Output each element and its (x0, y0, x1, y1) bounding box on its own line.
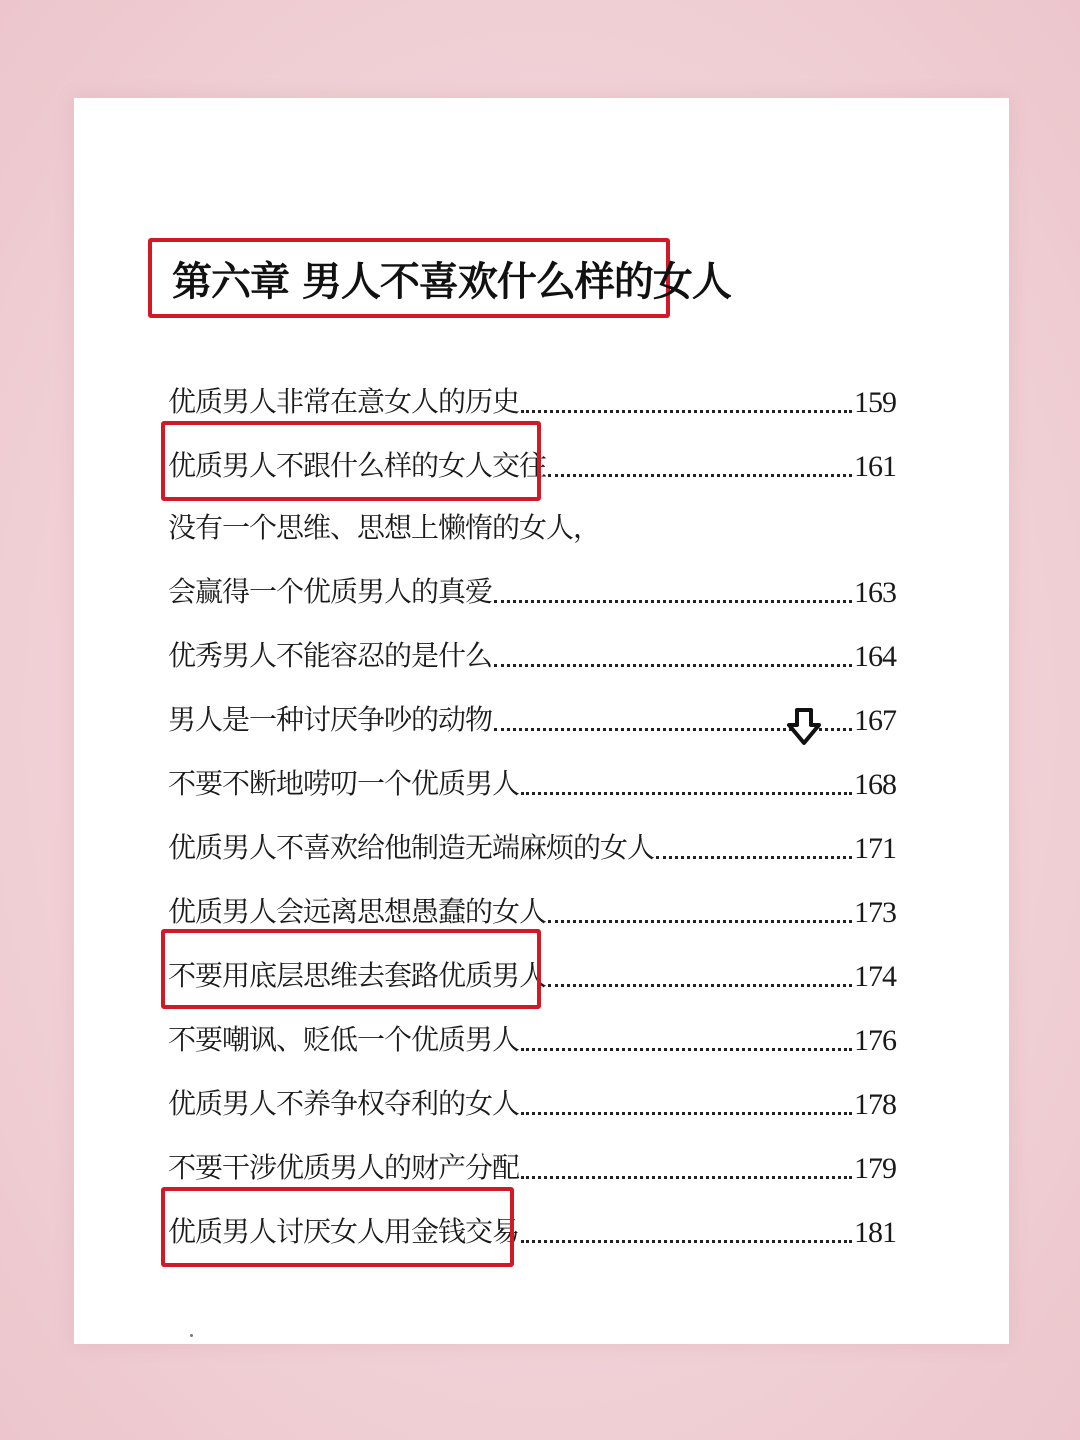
chapter-title (148, 238, 731, 318)
toc-entry-title: 优质男人非常在意女人的历史 (168, 385, 520, 418)
toc-entry-page: 174 (854, 960, 896, 993)
highlight-box (161, 929, 541, 1009)
toc-entry (168, 1014, 896, 1058)
dot-leader (494, 600, 852, 603)
dot-leader (521, 1048, 852, 1051)
dot-leader (521, 1240, 852, 1243)
toc-entry-page: 159 (854, 386, 896, 419)
toc-entry-page: 163 (854, 576, 896, 609)
toc-entry (168, 886, 896, 930)
toc-entry-page: 173 (854, 896, 896, 929)
toc-entry-page: 171 (854, 832, 896, 865)
toc-entry-title: 不要用底层思维去套路优质男人 (168, 959, 547, 992)
toc-entry (168, 630, 896, 674)
dot-leader (521, 792, 852, 795)
toc-entry-page: 181 (854, 1216, 896, 1249)
toc-entry-title: 会赢得一个优质男人的真爱 (168, 575, 493, 608)
toc-entry (168, 376, 896, 420)
toc-entry-page: 179 (854, 1152, 896, 1185)
chapter-title-text: 第六章 男人不喜欢什么样的女人 (172, 257, 731, 305)
toc-entry-page: 178 (854, 1088, 896, 1121)
toc-entry-title: 优质男人不养争权夺利的女人 (168, 1087, 520, 1120)
down-arrow-icon (786, 707, 822, 747)
toc-entry-title: 优质男人不喜欢给他制造无端麻烦的女人 (168, 831, 655, 864)
toc-entry-title: 优秀男人不能容忍的是什么 (168, 639, 493, 672)
dot-leader (548, 920, 852, 923)
toc-entry-page: 164 (854, 640, 896, 673)
toc-entry (168, 502, 896, 546)
toc-entry-title: 男人是一种讨厌争吵的动物 (168, 703, 493, 736)
toc-entry-page: 176 (854, 1024, 896, 1057)
dot-leader (521, 1176, 852, 1179)
toc-entry-title: 优质男人讨厌女人用金钱交易 (168, 1215, 520, 1248)
toc-entry-page: 167 (854, 704, 896, 737)
toc-entry (168, 566, 896, 610)
toc-entry-title: 不要干涉优质男人的财产分配 (168, 1151, 520, 1184)
toc-entry-page: 168 (854, 768, 896, 801)
dot-leader (521, 410, 852, 413)
highlight-box (161, 421, 541, 501)
highlight-box (161, 1187, 514, 1267)
dot-leader (521, 1112, 852, 1115)
dot-leader (548, 474, 852, 477)
toc-entry (168, 1142, 896, 1186)
toc-entry-title: 没有一个思维、思想上懒惰的女人， (168, 511, 601, 544)
page-speck (190, 1334, 193, 1337)
toc-entry-page: 161 (854, 450, 896, 483)
toc-entry-title: 不要不断地唠叨一个优质男人 (168, 767, 520, 800)
toc-entry (168, 822, 896, 866)
toc-entry (168, 1078, 896, 1122)
dot-leader (548, 984, 852, 987)
dot-leader (494, 664, 852, 667)
toc-entry (168, 758, 896, 802)
toc-entry-title: 优质男人不跟什么样的女人交往 (168, 449, 547, 482)
toc-entry-title: 不要嘲讽、贬低一个优质男人 (168, 1023, 520, 1056)
dot-leader (656, 856, 852, 859)
toc-entry-title: 优质男人会远离思想愚蠢的女人 (168, 895, 547, 928)
